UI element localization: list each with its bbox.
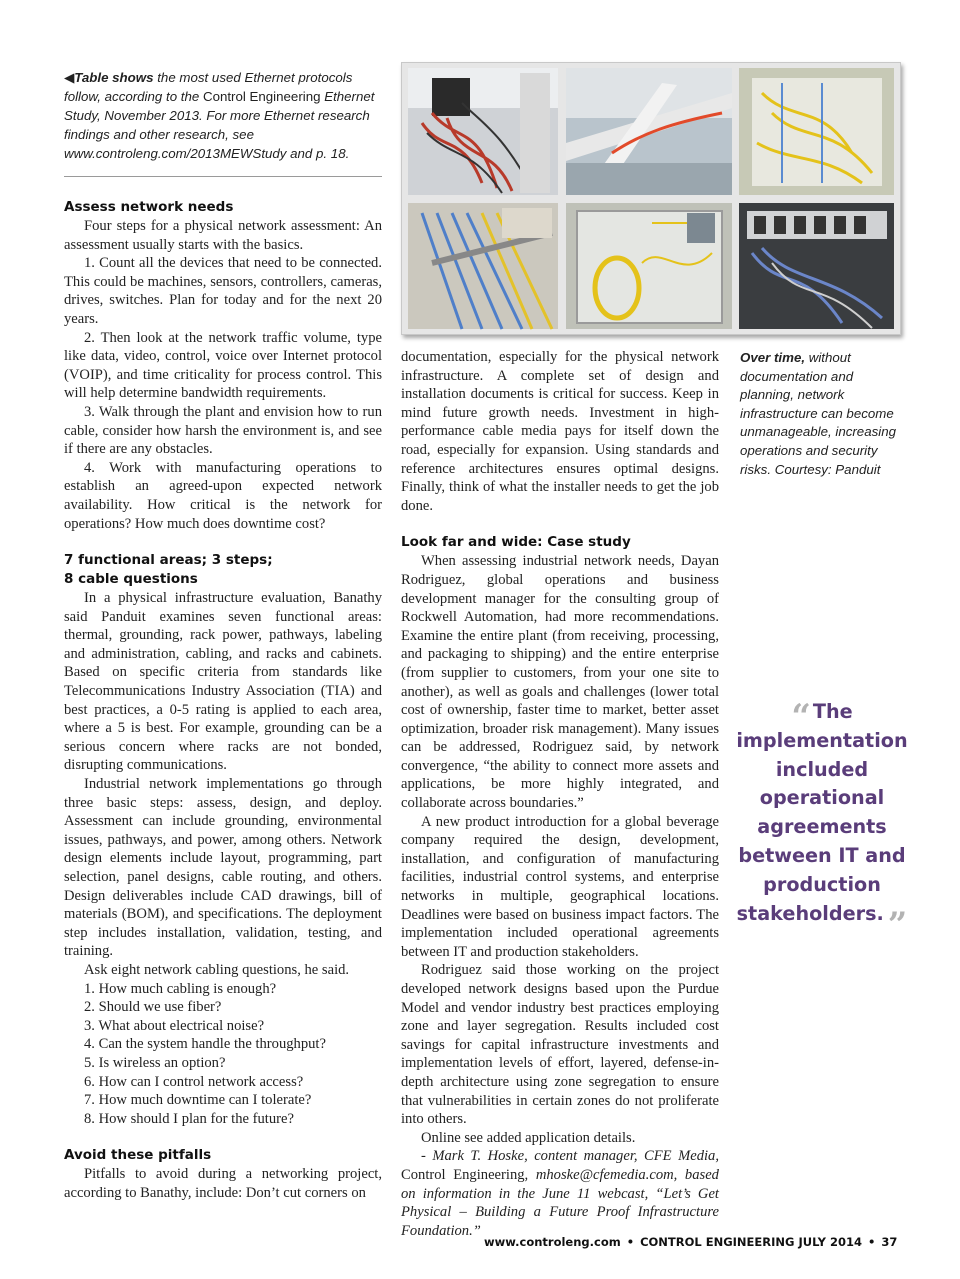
pull-quote-text: The implementation included operational agreements between IT and production stakeholders. bbox=[736, 700, 908, 925]
caption-text-1: the most used Ethernet protocols follow, according to the bbox=[64, 70, 353, 104]
byline-source: Control Engineering bbox=[401, 1166, 525, 1183]
caption-source: Control Engineering bbox=[202, 89, 321, 104]
close-quote-mark: ” bbox=[887, 904, 908, 945]
paragraph: documentation, especially for the physical network infrastructure. A complete set of design and installation documents is critical for success. Keep in mind future growth needs. Investment in high-performance cable media pays for itself down the road, especially for expansion. Using standards and reference architectures ensures optimal designs. Finally, think of what the installer needs to get the job done. bbox=[401, 349, 719, 514]
caption-divider bbox=[64, 176, 382, 177]
article-column-2 bbox=[401, 348, 719, 1240]
heading-cable-questions: 8 cable questions bbox=[64, 571, 198, 588]
paragraph: 4. Work with manufacturing operations to establish an agreed-upon expected network availability. How critical is the network for operations? How much does downtime cost? bbox=[64, 459, 382, 532]
list-item: 2. Should we use fiber? bbox=[84, 999, 222, 1016]
left-pointer-icon: ◀ bbox=[64, 70, 75, 85]
footer-publication: CONTROL ENGINEERING JULY 2014 bbox=[640, 1235, 862, 1249]
heading-case-study: Look far and wide: Case study bbox=[401, 534, 631, 551]
paragraph: 3. Walk through the plant and envision how to run cable, consider how harsh the environment is, and see if there are any obstacles. bbox=[64, 403, 382, 458]
table-caption bbox=[64, 68, 382, 163]
page-footer bbox=[484, 1235, 904, 1249]
open-quote-mark: “ bbox=[791, 697, 811, 737]
paragraph: 1. Count all the devices that need to be connected. This could be machines, sensors, controllers, cameras, drives, switches. Plan for today and for the next 20 years. bbox=[64, 255, 382, 327]
list-item: 6. How can I control network access? bbox=[84, 1073, 304, 1090]
caption-text-2: Ethernet Study, November 2013. For more Ethernet research findings and other research, see www.controleng.com/2013MEWStudy and p. 18. bbox=[64, 89, 375, 161]
photo-patch-cords bbox=[408, 203, 558, 329]
page-number: 37 bbox=[881, 1235, 898, 1249]
photo-caption bbox=[740, 349, 905, 479]
byline-text-1: - Mark T. Hoske, content manager, CFE Media, bbox=[421, 1148, 719, 1165]
paragraph: Four steps for a physical network assessment: An assessment usually starts with the basics. bbox=[64, 218, 382, 253]
photo-cable-rack bbox=[408, 68, 558, 195]
bullet-separator: • bbox=[626, 1235, 635, 1249]
paragraph: Rodriguez said those working on the project developed network designs based upon the Purdue Model and vendor industry best practices employing zone and layer segregation. Results included cost savings for capital infrastructure investments and implementation levels of effort, layered, defense-in-depth architecture using zone segregation to ensure that vulnerabilities in certain zones do not proliferate into others. bbox=[401, 962, 719, 1128]
byline-text-2: , mhoske@cfemedia.com, based on information in the June 11 webcast, “Let’s Get Physical – Building a Future Proof Infrastructure Foundation.” bbox=[401, 1166, 719, 1239]
photo-server-rack bbox=[739, 203, 894, 329]
list-item: 5. Is wireless an option? bbox=[84, 1054, 226, 1071]
photo-enclosure bbox=[566, 203, 732, 329]
heading-functional-areas: 7 functional areas; 3 steps; bbox=[64, 552, 273, 569]
paragraph: Ask eight network cabling questions, he said. bbox=[84, 961, 350, 978]
list-item: 3. What about electrical noise? bbox=[84, 1017, 265, 1034]
paragraph: Pitfalls to avoid during a networking project, according to Banathy, include: Don’t cut corners on bbox=[64, 1166, 382, 1201]
paragraph: In a physical infrastructure evaluation, Banathy said Panduit examines seven functional areas: thermal, grounding, rack power, pathways, labeling and administration, cabling, and racks and cabinets. Based on specific criteria from standards like Telecommunications Industry Association (TIA) and best practices, a 0-5 rating is applied to each area, where a 5 is best. For example, grounding can be a serious concern where racks are not bonded, disrupting communications. bbox=[64, 590, 382, 774]
list-item: 7. How much downtime can I tolerate? bbox=[84, 1092, 312, 1109]
pull-quote bbox=[736, 697, 908, 945]
article-column-1 bbox=[64, 198, 382, 1203]
photo-fiber-panel bbox=[739, 68, 894, 195]
paragraph: A new product introduction for a global beverage company required the design, development, installation, and configuration of manufacturing facilities, industrial control systems, and enterprise networks in multiple, geographical locations. Deadlines were based on business impact factors. The implementation included operational agreements between IT and production stakeholders. bbox=[401, 813, 719, 960]
caption-lead: Table shows bbox=[74, 70, 154, 85]
paragraph: Online see added application details. bbox=[421, 1129, 636, 1146]
photo-cable-tray bbox=[566, 68, 732, 195]
list-item: 4. Can the system handle the throughput? bbox=[84, 1036, 326, 1053]
paragraph: Industrial network implementations go through three basic steps: assess, design, and deploy. Assessment can include grounding, environmental issues, pathways, and power, among others. Network design elements include layout, programming, part selection, panel designs, cable routing, and others. Design deliverables include CAD drawings, bill of materials (BOM), and specifications. The deployment step includes installation, validation, testing, and training. bbox=[64, 776, 382, 960]
photo-caption-text: without documentation and planning, network infrastructure can become unmanageable, increasing operations and security risks. Courtesy: Panduit bbox=[740, 350, 896, 477]
footer-url: www.controleng.com bbox=[484, 1235, 621, 1249]
photo-grid bbox=[401, 62, 901, 335]
list-item: 1. How much cabling is enough? bbox=[84, 980, 277, 997]
bullet-separator: • bbox=[867, 1235, 876, 1249]
author-byline bbox=[401, 1147, 719, 1240]
list-item: 8. How should I plan for the future? bbox=[84, 1110, 294, 1127]
photo-caption-lead: Over time, bbox=[740, 350, 806, 365]
heading-avoid-pitfalls: Avoid these pitfalls bbox=[64, 1147, 212, 1164]
heading-assess-network-needs: Assess network needs bbox=[64, 199, 234, 215]
paragraph: When assessing industrial network needs, Dayan Rodriguez, global operations and business development manager for the consulting group of Rockwell Automation, had more recommendations. Examine the entire plant (from receiving, processing, and packaging to shipping) and the entire enterprise (from supplier to customers, from your one site to another), as well as goals and challenges (lower total cost of ownership, faster time to market, better asset optimization, broader risk management). Many issues can be addressed, Rodriguez said, by network convergence, “the ability to connect more assets and applications, be more highly integrated, and collaborate across boundaries.” bbox=[401, 553, 719, 812]
paragraph: 2. Then look at the network traffic volume, type like data, video, control, voice over Internet protocol (VOIP), and time criticality for process control. This will help determine bandwidth requirements. bbox=[64, 329, 382, 402]
